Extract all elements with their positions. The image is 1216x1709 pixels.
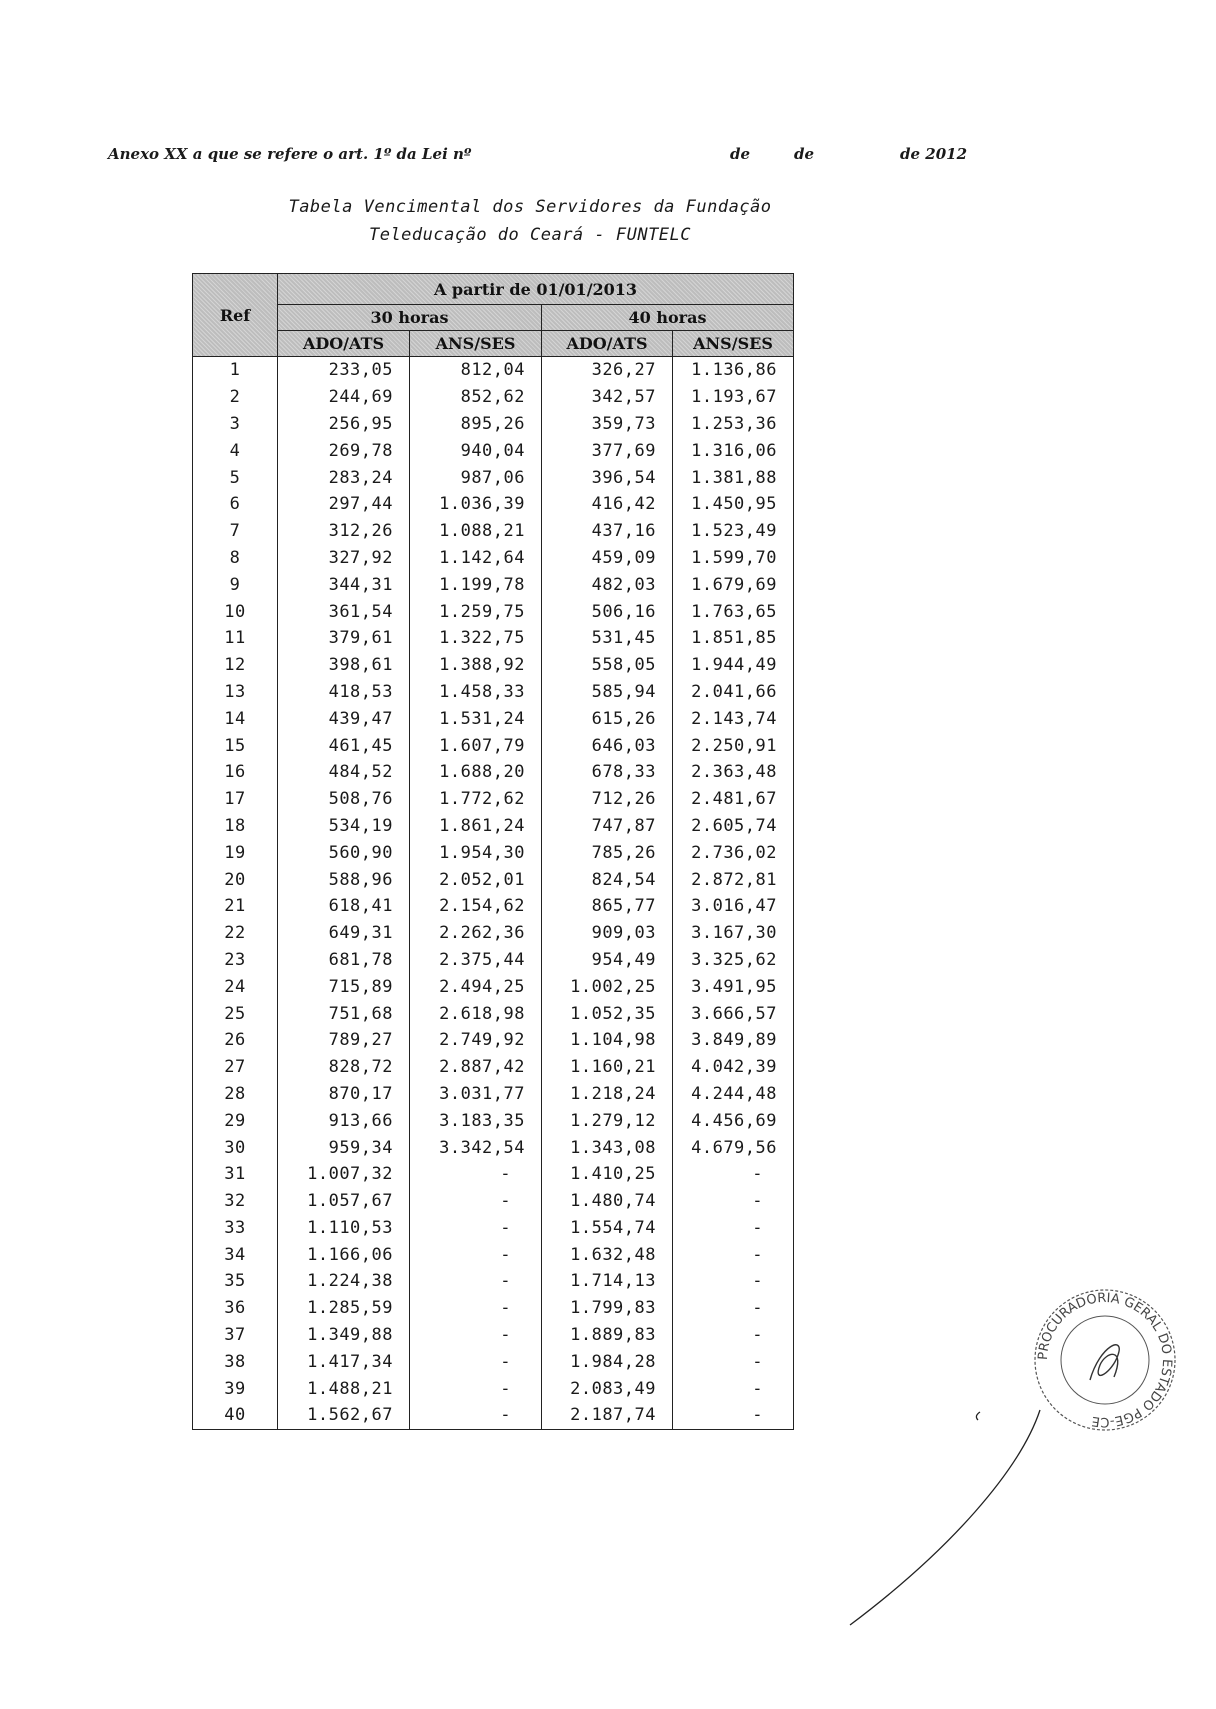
table-row [193, 625, 794, 652]
table-row [193, 866, 794, 893]
ado-ats-40-cell: 615,26 [542, 705, 673, 732]
ado-ats-40-cell: 1.218,24 [542, 1081, 673, 1108]
seal-text: PROCURADORIA GERAL DO ESTADO PGE-CE [1035, 1290, 1175, 1430]
ref-column-header: Ref [193, 274, 278, 357]
ado-ats-40-cell: 1.410,25 [542, 1161, 673, 1188]
ref-cell: 24 [193, 973, 278, 1000]
ref-cell: 29 [193, 1107, 278, 1134]
table-row [193, 464, 794, 491]
ref-cell: 3 [193, 411, 278, 438]
table-row [193, 1268, 794, 1295]
table-row [193, 1027, 794, 1054]
ado-ats-40-cell: 459,09 [542, 545, 673, 572]
ans-ses-30-cell: 1.531,24 [410, 705, 542, 732]
ado-ats-30-cell: 1.166,06 [278, 1241, 410, 1268]
ans-ses-40-cell: - [673, 1375, 794, 1402]
ans-ses-30-cell: 2.375,44 [410, 947, 542, 974]
table-title-line2: Teleducação do Ceará - FUNTELC [368, 225, 692, 245]
ref-cell: 12 [193, 652, 278, 679]
period-header: A partir de 01/01/2013 [278, 274, 794, 305]
ans-ses-40-cell: - [673, 1215, 794, 1242]
ado-ats-30-cell: 283,24 [278, 464, 410, 491]
ans-ses-40-cell: 1.679,69 [673, 571, 794, 598]
salary-table-body [193, 357, 794, 1430]
ans-ses-30-cell: 852,62 [410, 384, 542, 411]
ans-ses-30-cell: - [410, 1161, 542, 1188]
handwritten-signature-stroke [830, 1400, 1060, 1630]
ans-ses-30-cell: 1.954,30 [410, 839, 542, 866]
ans-ses-30-cell: 3.342,54 [410, 1134, 542, 1161]
ans-ses-30-cell: 895,26 [410, 411, 542, 438]
ref-cell: 19 [193, 839, 278, 866]
ans-ses-30-cell: 2.262,36 [410, 920, 542, 947]
table-row [193, 1348, 794, 1375]
ans-ses-30-cell: 2.618,98 [410, 1000, 542, 1027]
ref-cell: 15 [193, 732, 278, 759]
ans-ses-40-cell: 3.325,62 [673, 947, 794, 974]
ado-ats-30-cell: 870,17 [278, 1081, 410, 1108]
ans-ses-40-cell: 4.679,56 [673, 1134, 794, 1161]
ado-ats-40-cell: 1.632,48 [542, 1241, 673, 1268]
ans-ses-40-cell: 3.167,30 [673, 920, 794, 947]
ans-ses-30-cell: 2.154,62 [410, 893, 542, 920]
ado-ats-30-cell: 959,34 [278, 1134, 410, 1161]
ref-cell: 32 [193, 1188, 278, 1215]
ado-ats-40-cell: 558,05 [542, 652, 673, 679]
ado-ats-30-cell: 418,53 [278, 679, 410, 706]
ans-ses-30-cell: 1.088,21 [410, 518, 542, 545]
ado-ats-40-cell: 909,03 [542, 920, 673, 947]
ans-ses-30-cell: - [410, 1322, 542, 1349]
ado-ats-30-cell: 312,26 [278, 518, 410, 545]
ans-ses-40-cell: 1.193,67 [673, 384, 794, 411]
ans-ses-30-cell: 812,04 [410, 357, 542, 384]
ado-ats-40-cell: 416,42 [542, 491, 673, 518]
table-row [193, 1375, 794, 1402]
table-title-line1: Tabela Vencimental dos Servidores da Fundação [288, 197, 772, 217]
ans-ses-40-cell: 2.250,91 [673, 732, 794, 759]
ans-ses-30-cell: 1.036,39 [410, 491, 542, 518]
ado-ats-30-cell: 297,44 [278, 491, 410, 518]
ref-cell: 40 [193, 1402, 278, 1429]
ans-ses-40-cell: 4.456,69 [673, 1107, 794, 1134]
ado-ats-40-cell: 1.002,25 [542, 973, 673, 1000]
ref-cell: 20 [193, 866, 278, 893]
ref-cell: 35 [193, 1268, 278, 1295]
ans-ses-30-cell: 1.199,78 [410, 571, 542, 598]
table-row [193, 1081, 794, 1108]
ref-cell: 33 [193, 1215, 278, 1242]
table-row [193, 571, 794, 598]
ans-ses-40-cell: 4.244,48 [673, 1081, 794, 1108]
ans-ses-30-cell: 2.749,92 [410, 1027, 542, 1054]
table-row [193, 411, 794, 438]
table-row [193, 652, 794, 679]
ado-ats-30-cell: 1.349,88 [278, 1322, 410, 1349]
ans-ses-40-cell: 1.599,70 [673, 545, 794, 572]
ado-ats-30-cell: 1.057,67 [278, 1188, 410, 1215]
ado-ats-30-cell: 913,66 [278, 1107, 410, 1134]
ans-ses-40-cell: 1.450,95 [673, 491, 794, 518]
ref-cell: 39 [193, 1375, 278, 1402]
ado-ats-30-cell: 361,54 [278, 598, 410, 625]
table-row [193, 813, 794, 840]
ado-ats-30-cell: 560,90 [278, 839, 410, 866]
ado-ats-40-cell: 712,26 [542, 786, 673, 813]
ref-cell: 16 [193, 759, 278, 786]
ado-ats-30-cell: 508,76 [278, 786, 410, 813]
table-row [193, 679, 794, 706]
ado-ats-40-cell: 342,57 [542, 384, 673, 411]
ref-cell: 6 [193, 491, 278, 518]
ans-ses-30-cell: 2.052,01 [410, 866, 542, 893]
table-row [193, 437, 794, 464]
table-row [193, 839, 794, 866]
ans-ses-40-cell: 2.605,74 [673, 813, 794, 840]
ans-ses-40-cell: 2.481,67 [673, 786, 794, 813]
ado-ats-40-cell: 1.984,28 [542, 1348, 673, 1375]
ans-ses-30-cell: 1.861,24 [410, 813, 542, 840]
ans-ses-40-cell: 2.363,48 [673, 759, 794, 786]
ref-cell: 14 [193, 705, 278, 732]
group-30-hours-header: 30 horas [278, 305, 542, 331]
table-row [193, 947, 794, 974]
ans-ses-30-cell: - [410, 1348, 542, 1375]
ado-ats-40-cell: 531,45 [542, 625, 673, 652]
ado-ats-30-cell: 1.285,59 [278, 1295, 410, 1322]
ans-ses-30-cell: - [410, 1215, 542, 1242]
ref-cell: 30 [193, 1134, 278, 1161]
ado-ats-30-cell: 751,68 [278, 1000, 410, 1027]
table-row [193, 973, 794, 1000]
ado-ats-30-cell: 1.007,32 [278, 1161, 410, 1188]
table-row [193, 1000, 794, 1027]
ref-cell: 10 [193, 598, 278, 625]
ado-ats-40-cell: 1.799,83 [542, 1295, 673, 1322]
table-row [193, 1402, 794, 1429]
ans-ses-40-cell: 1.763,65 [673, 598, 794, 625]
table-row [193, 1241, 794, 1268]
ref-cell: 8 [193, 545, 278, 572]
table-row [193, 705, 794, 732]
ado-ats-30-cell: 1.224,38 [278, 1268, 410, 1295]
table-row [193, 759, 794, 786]
col-ans-ses-40-header: ANS/SES [673, 331, 794, 357]
date-day-blank: de [730, 145, 751, 163]
ado-ats-40-cell: 1.714,13 [542, 1268, 673, 1295]
ado-ats-40-cell: 2.083,49 [542, 1375, 673, 1402]
ans-ses-30-cell: - [410, 1188, 542, 1215]
ans-ses-40-cell: - [673, 1348, 794, 1375]
ado-ats-30-cell: 1.417,34 [278, 1348, 410, 1375]
ans-ses-40-cell: 2.041,66 [673, 679, 794, 706]
ado-ats-30-cell: 379,61 [278, 625, 410, 652]
ado-ats-40-cell: 506,16 [542, 598, 673, 625]
ado-ats-30-cell: 1.110,53 [278, 1215, 410, 1242]
ans-ses-30-cell: 940,04 [410, 437, 542, 464]
ado-ats-40-cell: 954,49 [542, 947, 673, 974]
ado-ats-40-cell: 1.554,74 [542, 1215, 673, 1242]
ans-ses-30-cell: 3.183,35 [410, 1107, 542, 1134]
ado-ats-40-cell: 396,54 [542, 464, 673, 491]
ans-ses-30-cell: 1.322,75 [410, 625, 542, 652]
seal-signature-mark [1090, 1345, 1119, 1380]
ans-ses-30-cell: 3.031,77 [410, 1081, 542, 1108]
ref-cell: 23 [193, 947, 278, 974]
ref-cell: 21 [193, 893, 278, 920]
ans-ses-30-cell: 1.142,64 [410, 545, 542, 572]
ref-cell: 37 [193, 1322, 278, 1349]
col-ado-ats-40-header: ADO/ATS [542, 331, 673, 357]
ans-ses-40-cell: 1.253,36 [673, 411, 794, 438]
ado-ats-30-cell: 327,92 [278, 545, 410, 572]
ado-ats-30-cell: 439,47 [278, 705, 410, 732]
table-row [193, 518, 794, 545]
ans-ses-30-cell: 1.772,62 [410, 786, 542, 813]
ans-ses-30-cell: 1.259,75 [410, 598, 542, 625]
ans-ses-30-cell: 1.607,79 [410, 732, 542, 759]
table-row [193, 598, 794, 625]
ans-ses-40-cell: 2.872,81 [673, 866, 794, 893]
ans-ses-40-cell: 1.851,85 [673, 625, 794, 652]
ado-ats-40-cell: 437,16 [542, 518, 673, 545]
ado-ats-40-cell: 678,33 [542, 759, 673, 786]
table-row [193, 1295, 794, 1322]
ado-ats-40-cell: 2.187,74 [542, 1402, 673, 1429]
ado-ats-40-cell: 1.160,21 [542, 1054, 673, 1081]
ado-ats-30-cell: 618,41 [278, 893, 410, 920]
ado-ats-30-cell: 344,31 [278, 571, 410, 598]
ado-ats-30-cell: 398,61 [278, 652, 410, 679]
ado-ats-40-cell: 482,03 [542, 571, 673, 598]
ans-ses-40-cell: 1.136,86 [673, 357, 794, 384]
ans-ses-40-cell: 2.736,02 [673, 839, 794, 866]
ans-ses-30-cell: - [410, 1241, 542, 1268]
ado-ats-40-cell: 1.104,98 [542, 1027, 673, 1054]
ans-ses-40-cell: 1.381,88 [673, 464, 794, 491]
ans-ses-30-cell: - [410, 1375, 542, 1402]
ref-cell: 7 [193, 518, 278, 545]
table-row [193, 1107, 794, 1134]
table-row [193, 1161, 794, 1188]
ado-ats-40-cell: 1.889,83 [542, 1322, 673, 1349]
ado-ats-40-cell: 824,54 [542, 866, 673, 893]
ans-ses-30-cell: - [410, 1268, 542, 1295]
ado-ats-30-cell: 789,27 [278, 1027, 410, 1054]
ref-cell: 9 [193, 571, 278, 598]
ado-ats-40-cell: 1.052,35 [542, 1000, 673, 1027]
ans-ses-40-cell: - [673, 1241, 794, 1268]
ans-ses-40-cell: 3.491,95 [673, 973, 794, 1000]
ado-ats-40-cell: 359,73 [542, 411, 673, 438]
table-row [193, 357, 794, 384]
ado-ats-40-cell: 377,69 [542, 437, 673, 464]
ado-ats-30-cell: 681,78 [278, 947, 410, 974]
ans-ses-30-cell: 987,06 [410, 464, 542, 491]
ref-cell: 1 [193, 357, 278, 384]
ans-ses-40-cell: 1.944,49 [673, 652, 794, 679]
ref-cell: 38 [193, 1348, 278, 1375]
ado-ats-40-cell: 326,27 [542, 357, 673, 384]
ref-cell: 4 [193, 437, 278, 464]
ado-ats-40-cell: 1.480,74 [542, 1188, 673, 1215]
ref-cell: 34 [193, 1241, 278, 1268]
ref-cell: 22 [193, 920, 278, 947]
ado-ats-40-cell: 646,03 [542, 732, 673, 759]
salary-table [192, 273, 794, 1430]
ans-ses-40-cell: 1.523,49 [673, 518, 794, 545]
ans-ses-40-cell: - [673, 1188, 794, 1215]
ado-ats-30-cell: 461,45 [278, 732, 410, 759]
date-year: de 2012 [900, 145, 968, 163]
table-row [193, 384, 794, 411]
ado-ats-40-cell: 785,26 [542, 839, 673, 866]
ref-cell: 2 [193, 384, 278, 411]
table-row [193, 1188, 794, 1215]
date-month-blank: de [794, 145, 815, 163]
ref-cell: 26 [193, 1027, 278, 1054]
table-row [193, 545, 794, 572]
table-row [193, 1322, 794, 1349]
ref-cell: 28 [193, 1081, 278, 1108]
ans-ses-40-cell: 3.666,57 [673, 1000, 794, 1027]
ref-cell: 13 [193, 679, 278, 706]
table-row [193, 893, 794, 920]
col-ans-ses-30-header: ANS/SES [410, 331, 542, 357]
ans-ses-40-cell: 3.849,89 [673, 1027, 794, 1054]
ans-ses-40-cell: 2.143,74 [673, 705, 794, 732]
ans-ses-30-cell: 2.494,25 [410, 973, 542, 1000]
ado-ats-30-cell: 484,52 [278, 759, 410, 786]
ans-ses-40-cell: 3.016,47 [673, 893, 794, 920]
annex-reference: Anexo XX a que se refere o art. 1º da Lei nº [108, 145, 472, 163]
ref-cell: 17 [193, 786, 278, 813]
table-row [193, 491, 794, 518]
ref-cell: 11 [193, 625, 278, 652]
ans-ses-40-cell: - [673, 1161, 794, 1188]
ado-ats-30-cell: 233,05 [278, 357, 410, 384]
ans-ses-40-cell: - [673, 1402, 794, 1429]
ref-cell: 18 [193, 813, 278, 840]
ans-ses-40-cell: 4.042,39 [673, 1054, 794, 1081]
ado-ats-30-cell: 828,72 [278, 1054, 410, 1081]
ado-ats-40-cell: 865,77 [542, 893, 673, 920]
ado-ats-30-cell: 269,78 [278, 437, 410, 464]
ado-ats-40-cell: 1.343,08 [542, 1134, 673, 1161]
ado-ats-30-cell: 649,31 [278, 920, 410, 947]
ref-cell: 27 [193, 1054, 278, 1081]
ado-ats-30-cell: 1.562,67 [278, 1402, 410, 1429]
table-row [193, 732, 794, 759]
ans-ses-40-cell: - [673, 1322, 794, 1349]
ref-cell: 25 [193, 1000, 278, 1027]
table-row [193, 1215, 794, 1242]
ans-ses-30-cell: - [410, 1402, 542, 1429]
ado-ats-30-cell: 715,89 [278, 973, 410, 1000]
ado-ats-40-cell: 585,94 [542, 679, 673, 706]
ans-ses-40-cell: - [673, 1268, 794, 1295]
ans-ses-30-cell: 2.887,42 [410, 1054, 542, 1081]
ans-ses-30-cell: 1.458,33 [410, 679, 542, 706]
ans-ses-30-cell: - [410, 1295, 542, 1322]
ans-ses-40-cell: - [673, 1295, 794, 1322]
group-40-hours-header: 40 horas [542, 305, 794, 331]
ado-ats-30-cell: 534,19 [278, 813, 410, 840]
ado-ats-30-cell: 1.488,21 [278, 1375, 410, 1402]
ans-ses-30-cell: 1.388,92 [410, 652, 542, 679]
ado-ats-30-cell: 244,69 [278, 384, 410, 411]
ref-cell: 5 [193, 464, 278, 491]
col-ado-ats-30-header: ADO/ATS [278, 331, 410, 357]
table-row [193, 786, 794, 813]
ans-ses-30-cell: 1.688,20 [410, 759, 542, 786]
ado-ats-30-cell: 588,96 [278, 866, 410, 893]
ado-ats-40-cell: 1.279,12 [542, 1107, 673, 1134]
ref-cell: 36 [193, 1295, 278, 1322]
table-row [193, 1054, 794, 1081]
ado-ats-40-cell: 747,87 [542, 813, 673, 840]
ado-ats-30-cell: 256,95 [278, 411, 410, 438]
annex-header [108, 145, 988, 169]
table-row [193, 920, 794, 947]
ans-ses-40-cell: 1.316,06 [673, 437, 794, 464]
table-row [193, 1134, 794, 1161]
ref-cell: 31 [193, 1161, 278, 1188]
